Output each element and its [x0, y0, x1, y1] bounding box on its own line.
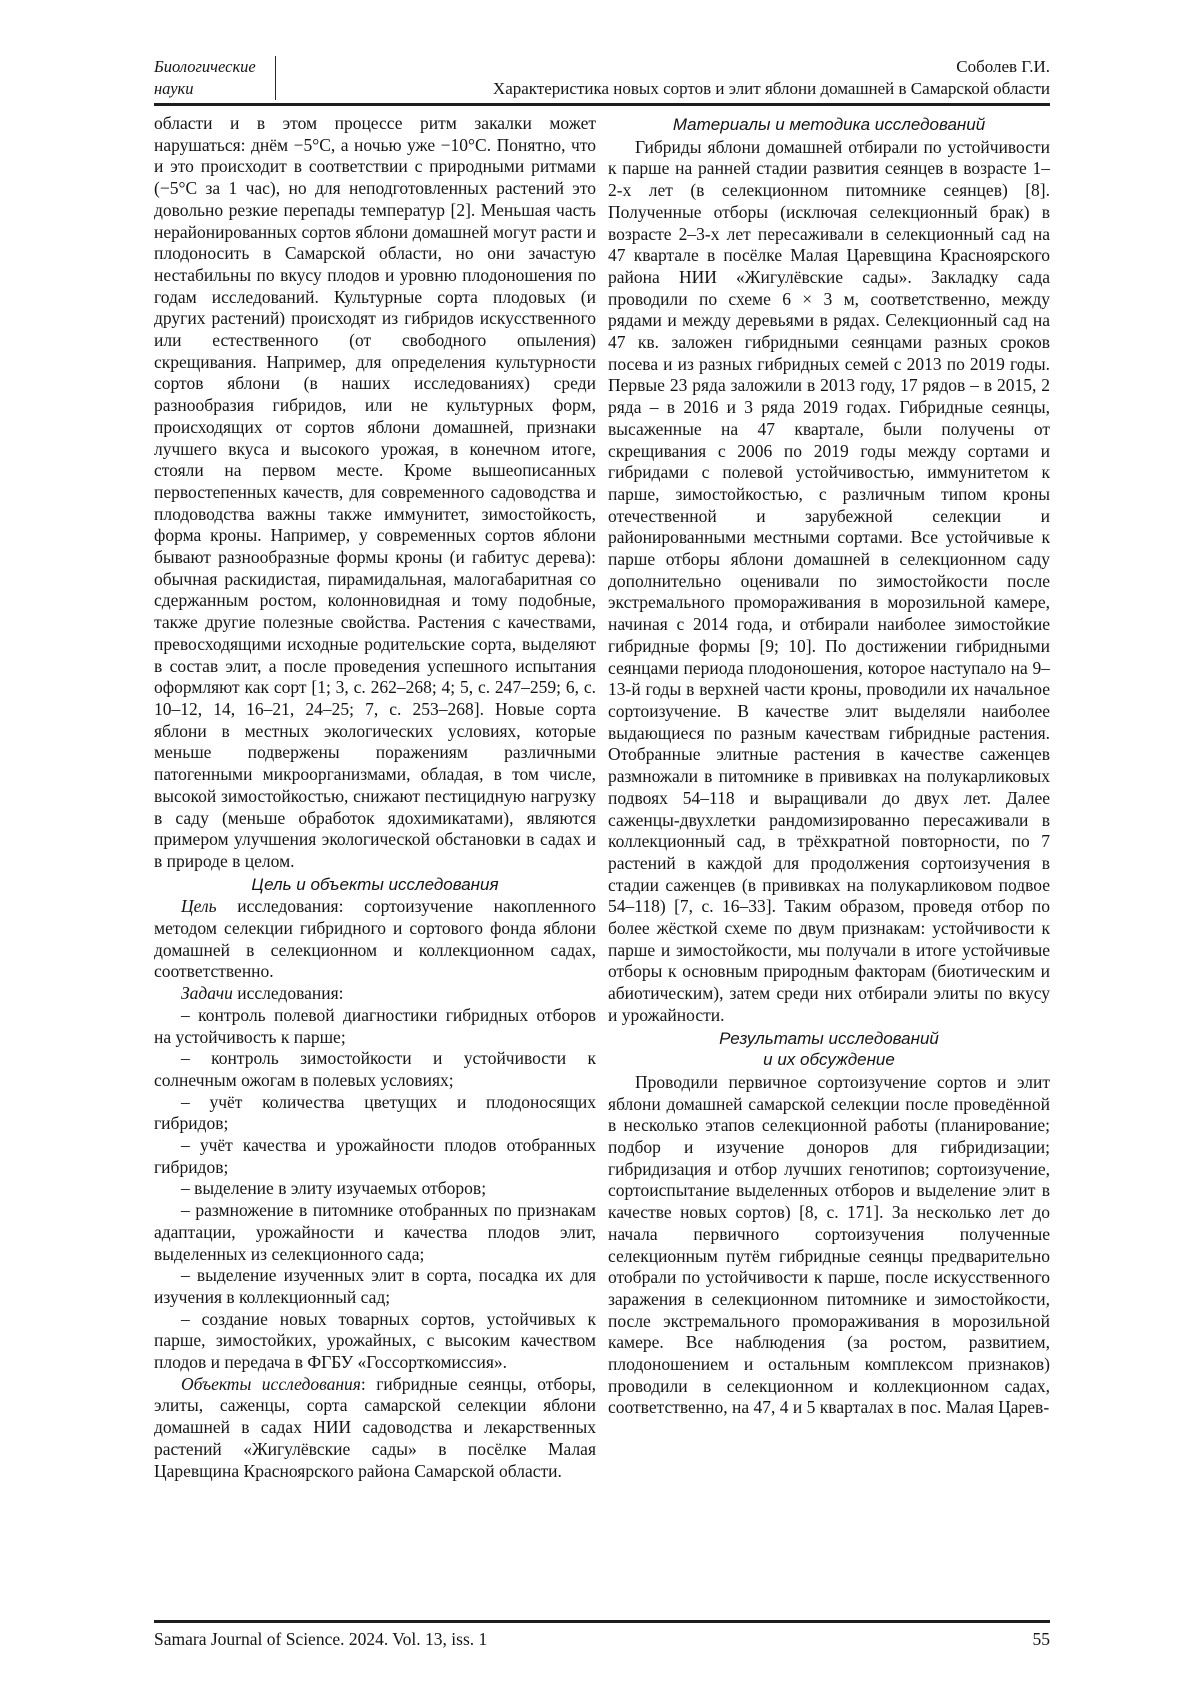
- left-column: [154, 113, 596, 1482]
- methods-section-heading: Материалы и методика исследований: [672, 115, 986, 134]
- page-number: 55: [1032, 1629, 1050, 1649]
- tasks-list: [154, 1005, 596, 1374]
- two-column-body: [154, 113, 1050, 1482]
- tasks-lead: Задачи: [181, 983, 233, 1004]
- task-item: – создание новых товарных сортов, устойчивых к парше, зимостойких, урожайных, с высоким качеством плодов и передача в ФГБУ «Госсорткомиссия».: [154, 1308, 596, 1373]
- journal-citation: Samara Journal of Science. 2024. Vol. 13, iss. 1: [154, 1629, 488, 1649]
- task-item: – размножение в питомнике отобранных по признакам адаптации, урожайности и качества плодов элит, выделенных из селекционного сада;: [154, 1200, 596, 1264]
- page-footer: [154, 1620, 1050, 1650]
- task-item: – контроль зимостойкости и устойчивости к солнечным ожогам в полевых условиях;: [154, 1048, 596, 1090]
- intro-paragraph: области и в этом процессе ритм закалки может нарушаться: днём −5°C, а ночью уже −10°C. Понятно, что и это происходит в соответствии с природными ритмами (−5°C за 1 час), но для неподготовленных растений это довольно резкие перепады температур [2]. Меньшая часть нерайонированных сортов яблони домашней могут расти и плодоносить в Самарской области, но они зачастую нестабильны по вкусу плодов и уровню плодоношения по годам исследований. Культурные сорта плодовых (и других растений) происходят из гибридов искусственного или естественного (от свободного опыления) скрещивания. Например, для определения культурности сортов яблони (в наших исследованиях) среди разнообразия гибридов, или не культурных форм, происходящих от сортов яблони домашней, признаки лучшего вкуса и высокого урожая, в конечном итоге, стояли на первом месте. Кроме вышеописанных первостепенных качеств, для современного садоводства и плодоводства важны также иммунитет, зимостойкость, форма кроны. Например, у современных сортов яблони бывают разнообразные формы кроны (и габитус дерева): обычная раскидистая, пирамидальная, малогабаритная со сдержанным ростом, колонновидная и тому подобные, также другие полезные свойства. Растения с качествами, превосходящими исходные родительские сорта, выделяют в состав элит, а после проведения успешного испытания оформляют как сорт [1; 3, с. 262–268; 4; 5, с. 247–259; 6, с. 10–12, 14, 16–21, 24–25; 7, с. 253–268]. Новые сорта яблони в местных экологических условиях, которые меньше подвержены поражениям различными патогенными микроорганизмами, обладая, в том числе, высокой зимостойкостью, снижают пестицидную нагрузку в саду (меньше обработок ядохимикатами), являются примером улучшения экологической обстановки в садах и в природе в целом.: [154, 113, 596, 871]
- methods-paragraph: Гибриды яблони домашней отбирали по устойчивости к парше на ранней стадии развития сеянцев в возрасте 1–2-х лет (в селекционном питомнике сеянцев) [8]. Полученные отборы (исключая селекционный брак) в возрасте 2–3-х лет пересаживали в селекционный сад на 47 квартале в посёлке Малая Царевщина Красноярского района НИИ «Жигулёвские сады». Закладку сада проводили по схеме 6 × 3 м, соответственно, между рядами и между деревьями в рядах. Селекционный сад на 47 кв. заложен гибридными сеянцами разных сроков посева и из разных гибридных семей с 2013 по 2019 годы. Первые 23 ряда заложили в 2013 году, 17 рядов – в 2015, 2 ряда – в 2016 и 3 ряда 2019 годах. Гибридные сеянцы, высаженные на 47 квартале, были получены от скрещивания с 2006 по 2019 годы между сортами и гибридами с полевой устойчивостью, иммунитетом к парше, зимостойкостью, с различным типом кроны отечественной и зарубежной селекции и районированными местными сортами. Все устойчивые к парше отборы яблони домашней в селекционном саду дополнительно оценивали по зимостойкости после экстремального промораживания в морозильной камере, начиная с 2014 года, и отбирали наиболее зимостойкие гибридные формы [9; 10]. По достижении гибридными сеянцами периода плодоношения, которое наступало на 9–13-й годы в верхней части кроны, проводили их начальное сортоизучение. В качестве элит выделяли наиболее выдающиеся по разным качествам гибридные растения. Отобранные элитные растения в качестве саженцев размножали в питомнике в прививках на полукарликовых подвоях 54–118 и выращивали до двух лет. Далее саженцы-двухлетки рандомизированно пересаживали в коллекционный сад, в трёхкратной повторности, по 7 растений в каждой для продолжения сортоизучения в стадии саженцев (в прививках на полукарликовом подвое 54–118) [7, с. 16–33]. Таким образом, проведя отбор по более жёсткой схеме по двум признакам: устойчивости к парше и зимостойкости, мы получали в итоге устойчивые отборы к основным природным факторам (биотическим и абиотическим), затем среди них отбирали элиты по вкусу и урожайности.: [608, 136, 1050, 1025]
- task-item: – учёт качества и урожайности плодов отобранных гибридов;: [154, 1135, 596, 1177]
- page-header: [154, 56, 1050, 106]
- task-item: – контроль полевой диагностики гибридных отборов на устойчивость к парше;: [154, 1004, 596, 1047]
- section-label-line2: науки: [154, 79, 194, 98]
- tasks-rest: исследования:: [232, 983, 344, 1004]
- author-name: Соболев Г.И.: [956, 57, 1050, 76]
- task-item: – выделение изученных элит в сорта, посадка их для изучения в коллекционный сад;: [154, 1265, 596, 1307]
- footer-row: [154, 1628, 1050, 1650]
- objects-rest: : гибридные сеянцы, отборы, элиты, саженцы, сорта самарской селекции яблони домашней в садах НИИ садоводства и лекарственных растений «Жигулёвские сады» в посёлке Малая Царевщина Красноярского района Самарской области.: [154, 1373, 596, 1481]
- running-head: [276, 56, 1050, 100]
- goal-rest: исследования: сортоизучение накопленного методом селекции гибридного и сортового фонда яблони домашней в селекционном и коллекционном садах, соответственно.: [154, 896, 596, 982]
- goal-paragraph: [154, 896, 596, 983]
- running-title: Характеристика новых сортов и элит яблони домашней в Самарской области: [492, 79, 1050, 98]
- results-section-heading: [608, 1028, 1050, 1071]
- task-item: – выделение в элиту изучаемых отборов;: [181, 1178, 487, 1199]
- section-label-line1: Биологические: [154, 57, 256, 76]
- right-column: [608, 113, 1050, 1482]
- objects-paragraph: [154, 1374, 596, 1483]
- objects-lead: Объекты исследования: [181, 1373, 361, 1394]
- results-paragraph: Проводили первичное сортоизучение сортов и элит яблони домашней самарской селекции после проведённой в несколько этапов селекционной работы (планирование; подбор и изучение доноров для гибридизации; гибридизация и отбор лучших генотипов; сортоизучение, сортоиспытание выделенных отборов и выделение элит в качестве новых сортов) [8, с. 171]. За несколько лет до начала первичного сортоизучения полученные селекционным путём гибридные сеянцы предварительно отобрали по устойчивости к парше, после искусственного заражения в селекционном питомнике и зимостойкости, после экстремального промораживания в морозильной камере. Все наблюдения (за ростом, развитием, плодоношением и остальным комплексом признаков) проводили в селекционном и коллекционном садах, соответственно, на 47, 4 и 5 кварталах в пос. Малая Царев-: [608, 1071, 1050, 1418]
- section-label: [154, 56, 276, 100]
- results-heading-line2: и их обсуждение: [763, 1050, 895, 1070]
- goal-lead: Цель: [181, 896, 217, 917]
- page-content: [154, 56, 1050, 1482]
- tasks-intro: [154, 983, 596, 1005]
- results-heading-line1: Результаты исследований: [719, 1028, 939, 1048]
- task-item: – учёт количества цветущих и плодоносящих гибридов;: [154, 1091, 596, 1134]
- goal-section-heading: Цель и объекты исследования: [251, 874, 499, 894]
